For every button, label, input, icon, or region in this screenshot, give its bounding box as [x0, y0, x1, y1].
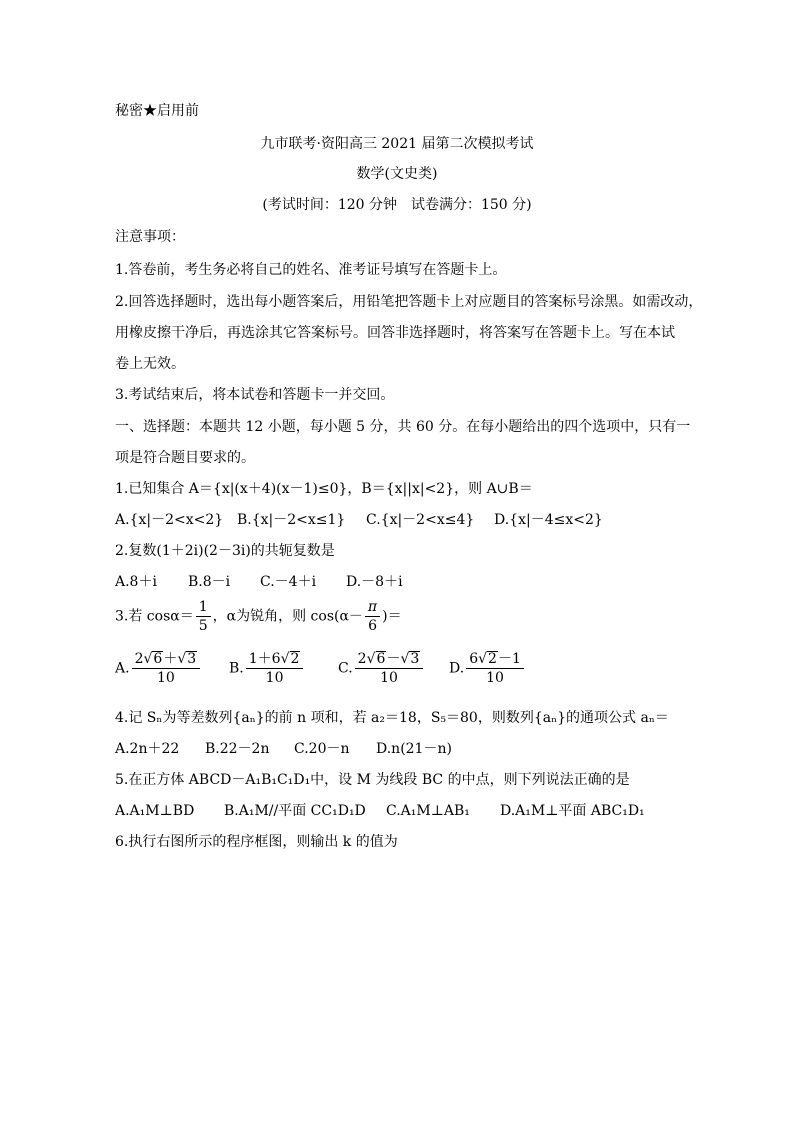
q1-option-d: D.{x|－4≤x<2} — [494, 512, 603, 528]
q4-option-d: D.n(21－n) — [376, 741, 452, 757]
q3-stem-mid: ，α为锐角，则 cos(α－ — [212, 608, 363, 625]
q5-option-d: D.A₁M⊥平面 ABC₁D₁ — [500, 803, 645, 819]
q5-option-a: A.A₁M⊥BD — [115, 803, 195, 819]
section-1-line-2: 项是符合题目要求的。 — [115, 450, 255, 466]
exam-title: 九市联考·资阳高三 2021 届第二次模拟考试 — [260, 136, 534, 152]
q3-option-b: B. $\frac{1+6√2}{10}$ — [229, 650, 305, 687]
q3-fraction-2: $\frac{\pi}{6}$ — [365, 598, 380, 635]
q3-stem-post: )＝ — [382, 608, 402, 625]
q3-option-d: D. $\frac{6√2-1}{10}$ — [449, 650, 526, 687]
note-1: 1.答卷前，考生务必将自己的姓名、准考证号填写在答题卡上。 — [115, 262, 507, 278]
q3-stem — [115, 598, 402, 635]
q1-stem: 1.已知集合 A＝{x|(x＋4)(x－1)≤0}，B＝{x||x|<2}，则 A∪B＝ — [115, 481, 533, 497]
q5-stem: 5.在正方体 ABCD－A₁B₁C₁D₁中，设 M 为线段 BC 的中点，则下列说法正确的是 — [115, 772, 630, 788]
note-2-line-3: 卷上无效。 — [115, 356, 185, 372]
exam-subject: 数学(文史类) — [356, 166, 438, 182]
q4-option-a: A.2n＋22 — [115, 741, 180, 757]
q5-option-c: C.A₁M⊥AB₁ — [386, 803, 470, 819]
q3-fraction-1: $\frac{1}{5}$ — [196, 598, 211, 635]
note-2-line-1: 2.回答选择题时，选出每小题答案后，用铅笔把答题卡上对应题目的答案标号涂黑。如需改动， — [115, 294, 703, 310]
q2-option-a: A.8＋i — [115, 574, 157, 590]
q5-option-b: B.A₁M//平面 CC₁D₁D — [224, 803, 366, 819]
q3-option-c: C. $\frac{2√6-√3}{10}$ — [338, 650, 425, 687]
q4-stem: 4.记 Sₙ为等差数列{aₙ}的前 n 项和，若 a₂＝18，S₅＝80，则数列{aₙ}的通项公式 aₙ＝ — [115, 710, 669, 726]
q2-option-c: C.－4＋i — [260, 574, 317, 590]
note-3: 3.考试结束后，将本试卷和答题卡一并交回。 — [115, 387, 395, 403]
q2-option-b: B.8－i — [188, 574, 231, 590]
q1-option-b: B.{x|－2<x≤1} — [237, 512, 346, 528]
q3-option-a: A. $\frac{2√6+√3}{10}$ — [115, 650, 202, 687]
q2-stem: 2.复数(1＋2i)(2－3i)的共轭复数是 — [115, 543, 335, 559]
section-1-line-1: 一、选择题：本题共 12 小题，每小题 5 分，共 60 分。在每小题给出的四个选项中，只有一 — [115, 419, 691, 435]
q4-option-b: B.22－2n — [205, 741, 270, 757]
q1-option-a: A.{x|－2<x<2} — [115, 512, 224, 528]
q6-stem: 6.执行右图所示的程序框图，则输出 k 的值为 — [115, 834, 398, 850]
exam-info: (考试时间：120 分钟 试卷满分：150 分) — [262, 197, 532, 213]
notes-heading: 注意事项： — [115, 229, 185, 245]
q3-stem-pre: 3.若 cosα＝ — [115, 608, 194, 625]
q1-option-c: C.{x|－2<x≤4} — [366, 512, 475, 528]
q2-option-d: D.－8＋i — [346, 574, 403, 590]
q4-option-c: C.20－n — [294, 741, 350, 757]
secret-label: 秘密★启用前 — [115, 103, 199, 119]
note-2-line-2: 用橡皮擦干净后，再选涂其它答案标号。回答非选择题时，将答案写在答题卡上。写在本试 — [115, 325, 675, 341]
